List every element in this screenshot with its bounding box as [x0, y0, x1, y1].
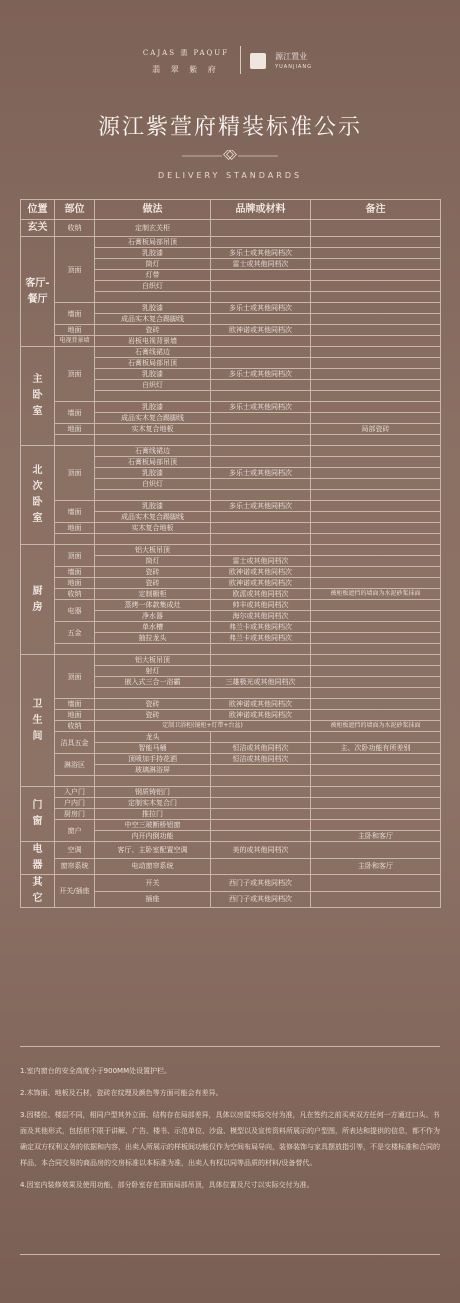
note-cell — [311, 655, 441, 666]
brand-cell: 西门子或其他同档次 — [211, 891, 311, 908]
note-cell — [311, 314, 441, 325]
brand-cell — [211, 534, 311, 545]
table-row — [21, 809, 441, 820]
location-cell: 玄关 — [21, 220, 55, 237]
table-row — [21, 501, 441, 512]
brand-cell — [211, 435, 311, 446]
brand-cell — [211, 512, 311, 523]
note-cell — [311, 490, 441, 501]
note-cell — [311, 303, 441, 314]
brand-cell: 雷士或其他同档次 — [211, 556, 311, 567]
method-cell: 智能马桶 — [95, 743, 211, 754]
note-cell — [311, 391, 441, 402]
brand-cell — [211, 457, 311, 468]
method-cell: 定制玄关柜 — [95, 220, 211, 237]
table-row — [21, 545, 441, 556]
note-item: 2.木饰面、地板及石材，瓷砖在纹理及颜色等方面可能会有差异。 — [20, 1089, 223, 1097]
note-item: 4.因室内装修效果及使用功能，部分卧室存在顶面局部吊顶，具体位置及尺寸以实际交付为准。 — [20, 1181, 314, 1189]
note-cell — [311, 688, 441, 699]
note-cell — [311, 501, 441, 512]
brand-cell — [211, 831, 311, 842]
part-cell: 入户门 — [55, 787, 95, 798]
method-cell — [95, 435, 211, 446]
method-cell: 中空三玻断桥铝窗 — [95, 820, 211, 831]
method-cell: 钢质铸铝门 — [95, 787, 211, 798]
part-cell: 顶面 — [55, 446, 95, 501]
method-cell — [95, 688, 211, 699]
method-cell: 石膏线裙边 — [95, 446, 211, 457]
note-cell — [311, 237, 441, 248]
location-cell: 北次卧室 — [21, 446, 55, 545]
location-cell: 电器 — [21, 842, 55, 875]
part-cell: 地面 — [55, 424, 95, 435]
header-cell: 做法 — [95, 200, 211, 220]
header-cell: 备注 — [311, 200, 441, 220]
method-cell: 内开内倒功能 — [95, 831, 211, 842]
note-item: 3.因楼位、楼层不同，相同户型其外立面、结构存在局部差异，具体以房屋实际交付为准，凡在签约之前买卖双方任何一方通过口头、书面及其他形式，包括但不限于讲解、广告、楼书、示范单位、沙盘、模型以及宣传资料所展示的户型图，所表达和提供的信息，都不作为确定双方权利义务的依据和内容，出卖人所展示的样板间功能仅作为空间布局导向，装修装饰与家具摆放指引等，不是交楼标准和合同的样品，本合同交易的商品房的交房标准以本标准为准，出卖人有权以同等品质的材料/设备替代。 — [20, 1111, 440, 1167]
note-cell — [311, 325, 441, 336]
note-cell — [311, 875, 441, 892]
brand-cell: 多乐士或其他同档次 — [211, 402, 311, 413]
brand-cell — [211, 490, 311, 501]
brand-cell: 欧神诺或其他同档次 — [211, 567, 311, 578]
developer-logo-cn: 源江置业 — [275, 52, 308, 61]
note-cell — [311, 754, 441, 765]
method-cell: 瓷砖 — [95, 710, 211, 721]
table-row — [21, 567, 441, 578]
brand-cell — [211, 380, 311, 391]
method-cell: 铝大板吊顶 — [95, 655, 211, 666]
method-cell: 铝大板吊顶 — [95, 545, 211, 556]
table-row — [21, 600, 441, 611]
note-cell — [311, 732, 441, 743]
note-cell — [311, 776, 441, 787]
part-cell: 五金 — [55, 622, 95, 644]
method-cell: 石膏板局部吊顶 — [95, 237, 211, 248]
method-cell: 单水槽 — [95, 622, 211, 633]
method-cell — [95, 644, 211, 655]
method-cell — [95, 534, 211, 545]
part-cell: 收纳 — [55, 721, 95, 732]
note-cell — [311, 677, 441, 688]
note-cell — [311, 446, 441, 457]
brand-cell: 帅丰或其他同档次 — [211, 600, 311, 611]
brand-cell — [211, 809, 311, 820]
table-row — [21, 875, 441, 892]
note-cell — [311, 336, 441, 347]
method-cell: 瓷砖 — [95, 325, 211, 336]
brand-cell — [211, 732, 311, 743]
method-cell: 推拉门 — [95, 809, 211, 820]
part-cell — [55, 644, 95, 655]
location-cell: 厨房 — [21, 545, 55, 655]
brand-cell — [211, 776, 311, 787]
notes-top-divider — [20, 1046, 440, 1047]
method-cell: 瓷砖 — [95, 699, 211, 710]
location-cell: 客厅-餐厅 — [21, 237, 55, 347]
method-cell: 瓷砖 — [95, 567, 211, 578]
method-cell: 实木复合地板 — [95, 424, 211, 435]
note-cell — [311, 842, 441, 859]
brand-cell: 欧派或其他同档次 — [211, 589, 311, 600]
note-cell — [311, 402, 441, 413]
brand-cell: 多乐士或其他同档次 — [211, 501, 311, 512]
brand-cell — [211, 292, 311, 303]
table-row — [21, 699, 441, 710]
method-cell: 龙头 — [95, 732, 211, 743]
method-cell: 成品实木复合踢脚线 — [95, 512, 211, 523]
method-cell — [95, 490, 211, 501]
table-row — [21, 820, 441, 831]
note-cell: 主卧和客厅 — [311, 831, 441, 842]
note-cell — [311, 435, 441, 446]
table-row — [21, 534, 441, 545]
note-cell — [311, 699, 441, 710]
table-row — [21, 578, 441, 589]
note-cell — [311, 457, 441, 468]
note-cell — [311, 787, 441, 798]
project-logo-en: CAJAS 翡 PAQUF — [142, 49, 230, 57]
brand-cell — [211, 270, 311, 281]
table-row — [21, 424, 441, 435]
table-row — [21, 237, 441, 248]
method-cell: 开关 — [95, 875, 211, 892]
brand-cell: 多乐士或其他同档次 — [211, 303, 311, 314]
part-cell: 地面 — [55, 523, 95, 534]
method-cell: 定制卫浴柜(镜柜+灯带+台盆) — [95, 721, 311, 732]
note-cell — [311, 479, 441, 490]
part-cell: 淋浴区 — [55, 754, 95, 776]
method-cell: 净水器 — [95, 611, 211, 622]
note-cell: 被柜板遮挡的墙面为水泥砂浆抹面 — [311, 721, 441, 732]
note-cell — [311, 600, 441, 611]
method-cell: 蒸烤一体款集成灶 — [95, 600, 211, 611]
note-cell — [311, 644, 441, 655]
location-cell: 主卧室 — [21, 347, 55, 446]
note-cell — [311, 523, 441, 534]
part-cell: 收纳 — [55, 220, 95, 237]
part-cell: 墙面 — [55, 402, 95, 424]
method-cell: 乳胶漆 — [95, 501, 211, 512]
location-cell: 其它 — [21, 875, 55, 908]
method-cell: 电动窗帘系统 — [95, 858, 211, 875]
table-row — [21, 446, 441, 457]
note-cell — [311, 798, 441, 809]
part-cell: 窗帘系统 — [55, 858, 95, 875]
note-cell — [311, 765, 441, 776]
method-cell: 实木复合地板 — [95, 523, 211, 534]
brand-cell: 美的或其他同档次 — [211, 842, 311, 859]
developer-mark-icon — [250, 53, 266, 69]
part-cell — [55, 776, 95, 787]
note-cell — [311, 567, 441, 578]
brand-cell — [211, 336, 311, 347]
method-cell: 白炽灯 — [95, 479, 211, 490]
brand-cell — [211, 314, 311, 325]
note-cell — [311, 281, 441, 292]
table-row — [21, 347, 441, 358]
brand-cell — [211, 424, 311, 435]
developer-logo-en: YUANJIANG — [275, 64, 312, 70]
note-cell — [311, 710, 441, 721]
note-cell — [311, 270, 441, 281]
part-cell: 洁具五金 — [55, 732, 95, 754]
brand-cell — [211, 446, 311, 457]
brand-cell: 欧神诺或其他同档次 — [211, 710, 311, 721]
table-row — [21, 655, 441, 666]
method-cell: 射灯 — [95, 666, 211, 677]
method-cell: 岩板电视背景墙 — [95, 336, 211, 347]
header-cell: 位置 — [21, 200, 55, 220]
brand-cell: 恒洁或其他同档次 — [211, 743, 311, 754]
brand-cell — [211, 655, 311, 666]
part-cell: 窗户 — [55, 820, 95, 842]
note-cell — [311, 220, 441, 237]
table-row — [21, 402, 441, 413]
part-cell: 户内门 — [55, 798, 95, 809]
part-cell: 墙面 — [55, 567, 95, 578]
note-cell: 主卧和客厅 — [311, 858, 441, 875]
brand-cell — [211, 666, 311, 677]
method-cell: 定制实木复合门 — [95, 798, 211, 809]
logo-divider — [240, 46, 241, 74]
table-row — [21, 325, 441, 336]
note-cell — [311, 512, 441, 523]
table-row — [21, 435, 441, 446]
brand-cell — [211, 237, 311, 248]
table-row — [21, 336, 441, 347]
method-cell — [95, 391, 211, 402]
brand-cell: 欧神诺或其他同档次 — [211, 578, 311, 589]
brand-cell — [211, 358, 311, 369]
note-cell — [311, 292, 441, 303]
note-cell: 主、次卧功能有所差别 — [311, 743, 441, 754]
method-cell: 瓷砖 — [95, 578, 211, 589]
note-cell — [311, 347, 441, 358]
part-cell: 顶面 — [55, 237, 95, 303]
notes-section — [20, 1063, 440, 1199]
method-cell: 客厅、主卧室配置空调 — [95, 842, 211, 859]
method-cell: 玻璃淋浴屏 — [95, 765, 211, 776]
note-cell: 被柜板遮挡的墙面为水泥砂浆抹面 — [311, 589, 441, 600]
logo-bar — [0, 46, 460, 80]
method-cell: 白织灯 — [95, 281, 211, 292]
note-cell — [311, 259, 441, 270]
part-cell: 地面 — [55, 710, 95, 721]
note-cell — [311, 545, 441, 556]
diamond-ornament-icon — [182, 150, 278, 162]
table-row — [21, 787, 441, 798]
note-cell — [311, 809, 441, 820]
table-row — [21, 303, 441, 314]
note-cell — [311, 666, 441, 677]
table-row — [21, 776, 441, 787]
part-cell: 电器 — [55, 600, 95, 622]
table-row — [21, 754, 441, 765]
part-cell: 电视背景墙 — [55, 336, 95, 347]
method-cell: 定制橱柜 — [95, 589, 211, 600]
method-cell: 石膏板局部吊顶 — [95, 358, 211, 369]
part-cell: 顶面 — [55, 545, 95, 567]
note-cell — [311, 468, 441, 479]
brand-cell — [211, 858, 311, 875]
table-header-row — [21, 200, 441, 220]
table-row — [21, 644, 441, 655]
brand-cell: 西门子或其他同档次 — [211, 875, 311, 892]
brand-cell: 多乐士或其他同档次 — [211, 369, 311, 380]
note-cell — [311, 556, 441, 567]
brand-cell: 海尔或其他同档次 — [211, 611, 311, 622]
brand-cell — [211, 798, 311, 809]
method-cell: 乳胶漆 — [95, 402, 211, 413]
method-cell: 成品实木复合踢脚线 — [95, 314, 211, 325]
part-cell: 墙面 — [55, 699, 95, 710]
brand-cell: 欧神诺或其他同档次 — [211, 699, 311, 710]
brand-cell — [211, 765, 311, 776]
brand-cell: 三雄极光或其他同档次 — [211, 677, 311, 688]
brand-cell — [211, 644, 311, 655]
note-cell — [311, 380, 441, 391]
brand-cell — [211, 347, 311, 358]
table-row — [21, 798, 441, 809]
method-cell: 石膏线裙边 — [95, 347, 211, 358]
brand-cell: 多乐士或其他同档次 — [211, 468, 311, 479]
method-cell — [95, 292, 211, 303]
table-row — [21, 721, 441, 732]
brand-cell — [211, 220, 311, 237]
method-cell: 白炽灯 — [95, 380, 211, 391]
method-cell: 乳胶漆 — [95, 248, 211, 259]
note-cell — [311, 622, 441, 633]
note-cell: 局部瓷砖 — [311, 424, 441, 435]
page-subtitle: DELIVERY STANDARDS — [157, 171, 303, 180]
note-cell — [311, 534, 441, 545]
method-cell: 乳胶漆 — [95, 303, 211, 314]
note-cell — [311, 413, 441, 424]
table-row — [21, 842, 441, 859]
part-cell: 收纳 — [55, 589, 95, 600]
part-cell: 地面 — [55, 578, 95, 589]
standards-table — [20, 199, 441, 908]
brand-cell: 恒洁或其他同档次 — [211, 754, 311, 765]
brand-cell — [211, 391, 311, 402]
note-cell — [311, 633, 441, 644]
brand-cell — [211, 479, 311, 490]
notes-bottom-divider — [20, 1254, 440, 1255]
method-cell: 筒灯 — [95, 259, 211, 270]
part-cell: 空调 — [55, 842, 95, 859]
table-row — [21, 858, 441, 875]
table-row — [21, 732, 441, 743]
table-row — [21, 589, 441, 600]
method-cell: 乳胶漆 — [95, 468, 211, 479]
note-cell — [311, 611, 441, 622]
method-cell: 石膏板局部吊顶 — [95, 457, 211, 468]
table-row — [21, 622, 441, 633]
brand-cell — [211, 688, 311, 699]
part-cell: 地面 — [55, 325, 95, 336]
brand-cell — [211, 820, 311, 831]
note-cell — [311, 369, 441, 380]
brand-cell: 多乐士或其他同档次 — [211, 248, 311, 259]
brand-cell: 雷士或其他同档次 — [211, 259, 311, 270]
note-cell — [311, 578, 441, 589]
brand-cell — [211, 523, 311, 534]
part-cell: 墙面 — [55, 501, 95, 523]
method-cell: 插座 — [95, 891, 211, 908]
part-cell: 墙面 — [55, 303, 95, 325]
method-cell — [95, 776, 211, 787]
brand-cell: 弗兰卡或其他同档次 — [211, 633, 311, 644]
brand-cell — [211, 545, 311, 556]
method-cell: 嵌入式三合一浴霸 — [95, 677, 211, 688]
location-cell: 门窗 — [21, 787, 55, 842]
project-logo-cn: 翡 翠 紫 府 — [152, 65, 220, 74]
method-cell: 灯带 — [95, 270, 211, 281]
part-cell — [55, 534, 95, 545]
brand-cell: 欧神诺或其他同档次 — [211, 325, 311, 336]
brand-cell: 弗兰卡或其他同档次 — [211, 622, 311, 633]
part-cell: 开关/插座 — [55, 875, 95, 908]
header-cell: 品牌或材料 — [211, 200, 311, 220]
method-cell: 筒灯 — [95, 556, 211, 567]
method-cell: 乳胶漆 — [95, 369, 211, 380]
header-cell: 部位 — [55, 200, 95, 220]
note-cell — [311, 358, 441, 369]
table-row — [21, 710, 441, 721]
table-row — [21, 523, 441, 534]
page-title: 源江紫萱府精装标准公示 — [97, 115, 362, 140]
location-cell: 卫生间 — [21, 655, 55, 787]
note-cell — [311, 891, 441, 908]
note-item: 1.室内窗台的安全高度小于900MM处设置护栏。 — [20, 1067, 172, 1075]
note-cell — [311, 248, 441, 259]
part-cell: 顶面 — [55, 347, 95, 402]
developer-logo — [250, 50, 312, 70]
part-cell: 顶面 — [55, 655, 95, 699]
brand-cell — [211, 413, 311, 424]
note-cell — [311, 820, 441, 831]
method-cell: 抽拉龙头 — [95, 633, 211, 644]
method-cell: 顶喷加手持花洒 — [95, 754, 211, 765]
project-logo — [138, 48, 234, 75]
table-row — [21, 220, 441, 237]
brand-cell — [211, 281, 311, 292]
part-cell — [55, 435, 95, 446]
part-cell: 厨房门 — [55, 809, 95, 820]
method-cell: 成品实木复合踢脚线 — [95, 413, 211, 424]
brand-cell — [211, 787, 311, 798]
